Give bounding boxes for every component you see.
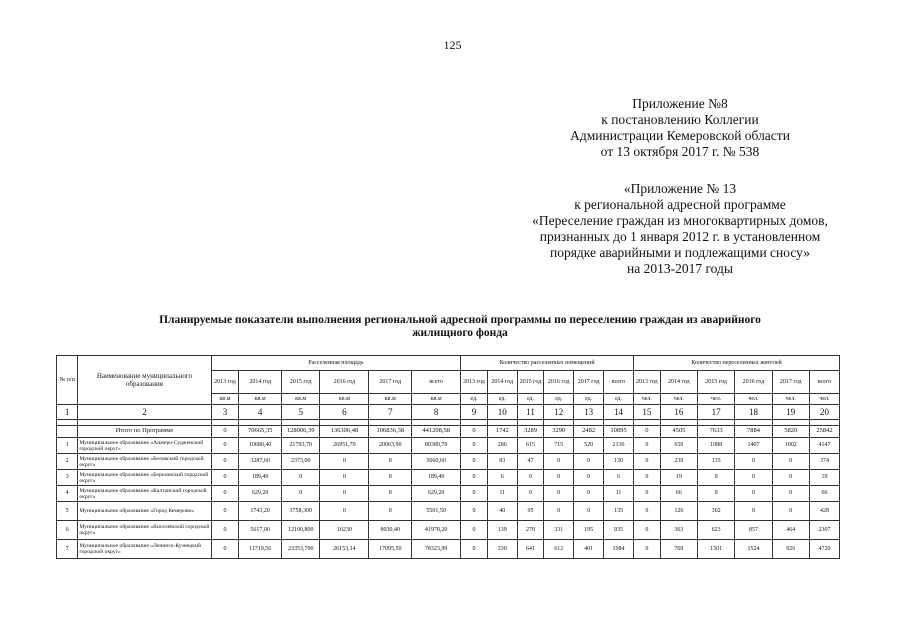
row-value: 615 [517,438,544,454]
row-value: 330 [487,540,517,559]
row-value: 189,40 [412,470,461,486]
row-value: 0 [772,454,809,470]
row-value: 926 [772,540,809,559]
column-number: 9 [461,405,488,420]
row-value: 2136 [604,438,634,454]
header-unit: ед. [461,394,488,405]
header-year: 2016 год [544,371,574,394]
column-number: 5 [282,405,320,420]
row-value: 11 [604,486,634,502]
header-unit: кв.м [412,394,461,405]
municipality-name: Муниципальное образование «Беловский городской округ» [78,454,211,470]
municipality-name: Муниципальное образование «Калтанский городской округ» [78,486,211,502]
row-value: 0 [574,486,604,502]
row-value: 464 [772,521,809,540]
row-value: 641 [517,540,544,559]
header-year: всего [412,371,461,394]
row-value: 0 [735,470,772,486]
header-year: 2013 год [211,371,239,394]
header-unit: ед. [544,394,574,405]
row-value: 302 [697,502,734,521]
row-value: 0 [461,454,488,470]
appendix-header-resolution [500,96,860,160]
municipality-name: Муниципальное образование «Город Кемерово» [78,502,211,521]
row-value: 21793,70 [282,438,320,454]
row-value: 2373,00 [282,454,320,470]
header-unit: ед. [604,394,634,405]
header-unit: ед. [517,394,544,405]
total-value: 1742 [487,426,517,438]
row-value: 0 [574,502,604,521]
row-value: 0 [461,438,488,454]
row-value: 0 [211,486,239,502]
row-value: 0 [634,454,661,470]
row-value: 286 [487,438,517,454]
row-value: 83 [487,454,517,470]
row-value: 1501 [697,540,734,559]
row-value: 5660,60 [412,454,461,470]
row-value: 0 [634,438,661,454]
header-group-residents: Количество переселенных жителей [634,356,840,371]
row-value: 428 [809,502,839,521]
column-number: 6 [320,405,369,420]
table-row [57,438,840,454]
row-value: 66 [660,486,697,502]
row-value: 0 [697,470,734,486]
column-number: 13 [574,405,604,420]
row-value: 0 [634,470,661,486]
row-value: 401 [574,540,604,559]
header-unit: кв.м [282,394,320,405]
row-value: 0 [211,454,239,470]
row-value: 0 [320,470,369,486]
row-value: 0 [211,502,239,521]
total-value: 0 [211,426,239,438]
header-unit: кв.м [369,394,412,405]
row-value: 0 [544,486,574,502]
header-unit: чел. [772,394,809,405]
total-value: 4505 [660,426,697,438]
column-number: 7 [369,405,412,420]
row-value: 1407 [735,438,772,454]
row-value: 0 [517,470,544,486]
appendix-line: к постановлению Коллегии [601,112,759,127]
total-value: 136306,48 [320,426,369,438]
row-value: 6 [604,470,634,486]
row-value: 0 [320,486,369,502]
row-value: 629,20 [412,486,461,502]
row-value: 363 [660,521,697,540]
row-value: 0 [369,502,412,521]
row-value: 4720 [809,540,839,559]
row-value: 19 [660,470,697,486]
row-value: 650 [660,438,697,454]
row-value: 8030,40 [369,521,412,540]
row-value: 80389,70 [412,438,461,454]
total-value: 441208,58 [412,426,461,438]
row-value: 19 [809,470,839,486]
row-value: 20063,90 [369,438,412,454]
row-value: 0 [634,540,661,559]
table-row [57,540,840,559]
row-value: 0 [369,470,412,486]
row-value: 0 [461,521,488,540]
row-value: 0 [735,486,772,502]
row-value: 0 [282,486,320,502]
row-value: 41978,20 [412,521,461,540]
total-value: 5820 [772,426,809,438]
row-value: 0 [461,502,488,521]
row-value: 95 [517,502,544,521]
row-value: 1984 [604,540,634,559]
table-row [57,486,840,502]
total-label: Итого по Программе [78,426,211,438]
header-year: 2014 год [487,371,517,394]
document-title [120,314,800,340]
row-value: 47 [517,454,544,470]
total-num [57,426,78,438]
row-value: 239 [660,454,697,470]
row-value: 130 [604,454,634,470]
column-number: 8 [412,405,461,420]
row-value: 66 [809,486,839,502]
row-value: 135 [604,502,634,521]
row-value: 6 [487,470,517,486]
total-value: 7884 [735,426,772,438]
appendix-line: порядке аварийными и подлежащими сносу» [549,245,811,260]
column-number: 15 [634,405,661,420]
row-value: 629,20 [239,486,282,502]
row-value: 23353,790 [282,540,320,559]
column-number: 11 [517,405,544,420]
header-unit: ед. [487,394,517,405]
appendix-line: Приложение №8 [632,96,728,111]
municipality-name: Муниципальное образование «Анжеро-Судженский городской округ» [78,438,211,454]
total-value: 2482 [574,426,604,438]
row-number: 5 [57,502,78,521]
header-unit: ед. [574,394,604,405]
row-value: 0 [282,470,320,486]
row-value: 0 [211,438,239,454]
total-value: 0 [461,426,488,438]
header-unit: чел. [735,394,772,405]
row-value: 135 [697,454,734,470]
row-value: 1088 [697,438,734,454]
page-number: 125 [443,38,462,52]
row-value: 0 [320,454,369,470]
row-value: 26153,14 [320,540,369,559]
header-year: 2015 год [517,371,544,394]
row-value: 0 [369,486,412,502]
column-number: 12 [544,405,574,420]
header-name: Наименование муниципального образования [78,356,211,405]
row-value: 520 [574,438,604,454]
column-number: 17 [697,405,734,420]
table-row [57,470,840,486]
header-year: всего [604,371,634,394]
total-value: 25842 [809,426,839,438]
column-number: 2 [78,405,211,420]
appendix-header-program [500,181,860,277]
row-value: 11 [487,486,517,502]
title-line: Планируемые показатели выполнения региональной адресной программы по переселению граждан из аварийного [159,314,761,326]
row-value: 16230 [320,521,369,540]
total-value: 128006,39 [282,426,320,438]
header-unit: чел. [809,394,839,405]
row-value: 0 [772,486,809,502]
header-year: 2017 год [369,371,412,394]
total-value: 70665,35 [239,426,282,438]
row-value: 0 [544,502,574,521]
header-unit: чел. [634,394,661,405]
row-value: 0 [735,454,772,470]
row-value: 0 [211,521,239,540]
header-year: 2015 год [282,371,320,394]
row-value: 1743,20 [239,502,282,521]
header-unit: кв.м [239,394,282,405]
row-value: 10680,40 [239,438,282,454]
header-unit: кв.м [211,394,239,405]
row-value: 1524 [735,540,772,559]
row-value: 0 [211,540,239,559]
total-value: 3290 [544,426,574,438]
row-value: 4147 [809,438,839,454]
row-value: 78323,99 [412,540,461,559]
row-value: 769 [660,540,697,559]
row-value: 139 [487,521,517,540]
row-value: 0 [772,502,809,521]
row-value: 12100,800 [282,521,320,540]
row-value: 0 [634,521,661,540]
appendix-line: от 13 октября 2017 г. № 538 [600,144,760,159]
row-number: 2 [57,454,78,470]
appendix-line: «Приложение № 13 [623,181,737,196]
row-value: 612 [544,540,574,559]
row-value: 126 [660,502,697,521]
table-row [57,454,840,470]
header-year: 2015 год [697,371,734,394]
total-value: 7633 [697,426,734,438]
row-value: 857 [735,521,772,540]
column-number: 19 [772,405,809,420]
row-value: 5617,00 [239,521,282,540]
header-unit: кв.м [320,394,369,405]
row-number: 4 [57,486,78,502]
header-year: 2017 год [772,371,809,394]
appendix-line: на 2013-2017 годы [627,261,733,276]
row-value: 0 [544,454,574,470]
appendix-line: к региональной адресной программе [574,197,786,212]
row-value: 715 [544,438,574,454]
header-year: 2017 год [574,371,604,394]
row-value: 270 [517,521,544,540]
appendix-line: признанных до 1 января 2012 г. в установленном [539,229,821,244]
row-number: 7 [57,540,78,559]
row-value: 195 [574,521,604,540]
total-value: 3289 [517,426,544,438]
row-value: 623 [697,521,734,540]
title-line: жилищного фонда [412,327,508,339]
header-year: 2014 год [660,371,697,394]
row-value: 0 [461,540,488,559]
municipality-name: Муниципальное образование «Березовский городской округ» [78,470,211,486]
row-value: 0 [697,486,734,502]
row-value: 2307 [809,521,839,540]
header-year: 2014 год [239,371,282,394]
total-value: 106836,38 [369,426,412,438]
header-group-rooms: Количество расселенных помещений [461,356,634,371]
header-year: 2013 год [634,371,661,394]
header-year: 2016 год [735,371,772,394]
row-value: 0 [517,486,544,502]
row-value: 1002 [772,438,809,454]
row-value: 17095,50 [369,540,412,559]
row-value: 5501,50 [412,502,461,521]
row-value: 0 [634,486,661,502]
header-year: всего [809,371,839,394]
row-value: 0 [369,454,412,470]
row-value: 0 [574,454,604,470]
row-value: 935 [604,521,634,540]
header-year: 2013 год [461,371,488,394]
row-value: 0 [461,486,488,502]
row-value: 0 [634,502,661,521]
row-value: 0 [461,470,488,486]
row-value: 0 [735,502,772,521]
row-value: 11719,56 [239,540,282,559]
row-number: 6 [57,521,78,540]
row-value: 0 [772,470,809,486]
municipality-name: Муниципальное образование «Ленинск-Кузнецкий городской округ» [78,540,211,559]
column-number: 1 [57,405,78,420]
appendix-line: Администрации Кемеровской области [570,128,790,143]
row-value: 3758,300 [282,502,320,521]
header-group-area: Расселенная площадь [211,356,461,371]
municipality-name: Муниципальное образование «Киселевский городской округ» [78,521,211,540]
column-number: 4 [239,405,282,420]
row-value: 189,40 [239,470,282,486]
row-value: 0 [544,470,574,486]
total-value: 10895 [604,426,634,438]
header-year: 2016 год [320,371,369,394]
row-number: 1 [57,438,78,454]
column-number: 3 [211,405,239,420]
column-number: 14 [604,405,634,420]
row-value: 331 [544,521,574,540]
row-value: 374 [809,454,839,470]
header-unit: чел. [697,394,734,405]
row-value: 3287,60 [239,454,282,470]
row-number: 3 [57,470,78,486]
column-number: 16 [660,405,697,420]
column-number: 18 [735,405,772,420]
indicators-table [56,355,840,559]
row-value: 0 [574,470,604,486]
appendix-line: «Переселение граждан из многоквартирных домов, [532,213,828,228]
row-value: 40 [487,502,517,521]
row-value: 0 [211,470,239,486]
row-value: 26951,70 [320,438,369,454]
column-number: 10 [487,405,517,420]
header-num: № п/п [57,356,78,405]
row-value: 0 [320,502,369,521]
table-row [57,521,840,540]
header-unit: чел. [660,394,697,405]
column-number: 20 [809,405,839,420]
total-value: 0 [634,426,661,438]
table-row [57,502,840,521]
